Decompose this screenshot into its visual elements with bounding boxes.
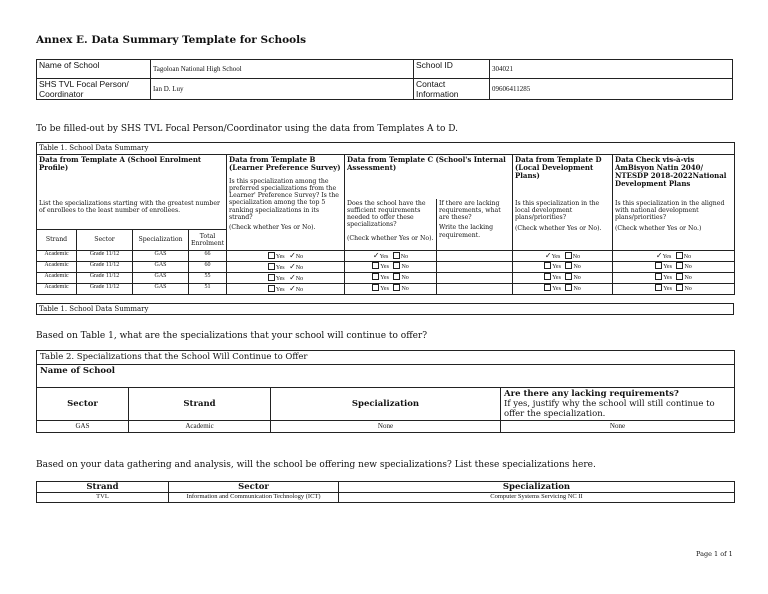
table2-row-specialization: None [271, 421, 501, 433]
checkbox-icon [372, 273, 379, 280]
check-icon: ✓ [544, 251, 552, 260]
row-sector: Grade 11/12 [77, 272, 133, 283]
row-specialization: GAS [133, 272, 189, 283]
col-sector: Sector [77, 230, 133, 251]
table2-col-lacking-desc: If yes, justify why the school will still continue to offer the specialization. [504, 399, 715, 419]
yes-label: Yes [275, 254, 285, 260]
school-info-table [36, 59, 733, 100]
col-specialization: Specialization [133, 230, 189, 251]
checkbox-icon [544, 262, 551, 269]
yes-label: Yes [552, 285, 561, 292]
no-label: No [295, 254, 304, 260]
table3-row-strand: TVL [37, 493, 169, 503]
checkbox-icon [676, 273, 683, 280]
row-template-b-check [227, 272, 345, 283]
checkbox-icon [268, 285, 275, 292]
table2-row-sector: GAS [37, 421, 129, 433]
checkbox-icon [655, 284, 662, 291]
checkbox-icon [393, 252, 400, 259]
row-strand: Academic [37, 251, 77, 262]
table3-col-strand: Strand [37, 482, 169, 493]
checkbox-icon [393, 273, 400, 280]
row-template-c-check [345, 283, 437, 294]
table1-row [37, 261, 735, 272]
table1-caption-bottom: Table 1. School Data Summary [36, 303, 734, 315]
no-label: No [401, 285, 409, 292]
table1-caption: Table 1. School Data Summary [37, 143, 735, 155]
check-icon: ✓ [655, 251, 663, 260]
question-new: Based on your data gathering and analysis, will the school be offering new specializations? List these specializations here. [36, 460, 596, 470]
continue-specializations-table [36, 350, 735, 433]
template-c-instr1: (Check whether Yes or No). [347, 234, 434, 242]
table3-col-sector: Sector [169, 482, 339, 493]
row-template-b-check [227, 283, 345, 294]
row-template-b-check [227, 261, 345, 272]
row-specialization: GAS [133, 283, 189, 294]
yes-label: Yes [275, 264, 285, 271]
template-a-desc: List the specializations starting with the greatest number of enrollees to the least number of enrollees. [37, 199, 227, 230]
school-id-label: School ID [414, 60, 490, 79]
question-continue: Based on Table 1, what are the specializations that your school will continue to offer? [36, 331, 428, 341]
focal-person-value: Ian D. Luy [151, 79, 414, 100]
page-number: Page 1 of 1 [696, 550, 733, 558]
row-template-c-lacking [437, 272, 513, 283]
no-label: No [295, 264, 304, 271]
focal-person-label: SHS TVL Focal Person/ Coordinator [37, 79, 151, 100]
template-d-instr: (Check whether Yes or No). [515, 225, 602, 233]
template-c-header: Data from Template C (School's Internal Assessment) [345, 155, 513, 200]
row-template-c-lacking [437, 251, 513, 262]
table3-col-specialization: Specialization [339, 482, 735, 493]
checkbox-icon [544, 273, 551, 280]
checkbox-icon [565, 273, 572, 280]
template-b-instr: (Check whether Yes or No). [229, 223, 316, 231]
no-label: No [573, 274, 581, 281]
no-label: No [684, 285, 692, 292]
row-total: 51 [189, 283, 227, 294]
checkbox-icon [268, 263, 275, 270]
check-icon: ✓ [289, 261, 296, 271]
template-c-instr2: Write the lacking requirement. [439, 224, 494, 239]
checkbox-icon [268, 274, 275, 281]
table1-row [37, 251, 735, 262]
data-check-instr: (Check whether Yes or No.) [615, 225, 702, 233]
row-specialization: GAS [133, 261, 189, 272]
checkbox-icon [393, 284, 400, 291]
row-template-d-check [513, 251, 613, 262]
checkbox-icon [372, 284, 379, 291]
row-data-check [613, 261, 735, 272]
contact-value: 09606411285 [490, 79, 733, 100]
no-label: No [684, 263, 692, 270]
yes-label: Yes [380, 263, 389, 270]
table2-col-specialization: Specialization [271, 388, 501, 421]
row-data-check [613, 272, 735, 283]
table1-row [37, 272, 735, 283]
row-template-c-lacking [437, 261, 513, 272]
checkbox-icon [268, 252, 275, 259]
no-label: No [684, 274, 692, 281]
row-template-d-check [513, 261, 613, 272]
no-label: No [573, 263, 581, 270]
instruction-text: To be filled-out by SHS TVL Focal Person/Coordinator using the data from Templates A to D. [36, 124, 459, 134]
row-strand: Academic [37, 283, 77, 294]
no-label: No [401, 263, 409, 270]
row-total: 55 [189, 272, 227, 283]
yes-label: Yes [379, 254, 389, 260]
name-of-school-value: Tagoloan National High School [151, 60, 414, 79]
data-check-desc: Is this specialization in the aligned with national development plans/priorities? [615, 200, 725, 222]
checkbox-icon [676, 262, 683, 269]
row-template-d-check [513, 272, 613, 283]
template-c-desc2: If there are lacking requirements, what are these? [439, 200, 501, 222]
yes-label: Yes [663, 285, 672, 292]
template-d-desc: Is this specialization in the local development plans/priorities? [515, 200, 600, 222]
checkbox-icon [565, 262, 572, 269]
contact-label: Contact Information [414, 79, 490, 100]
table2-row-lacking: None [501, 421, 735, 433]
template-b-header: Data from Template B (Learner Preference Survey) [229, 155, 341, 173]
no-label: No [400, 254, 409, 260]
new-specializations-table [36, 481, 735, 503]
row-sector: Grade 11/12 [77, 261, 133, 272]
no-label: No [683, 254, 692, 260]
yes-label: Yes [552, 263, 561, 270]
name-of-school-label: Name of School [37, 60, 151, 79]
checkbox-icon [676, 252, 683, 259]
row-total: 60 [189, 261, 227, 272]
table2-caption: Table 2. Specializations that the School Will Continue to Offer [37, 351, 735, 365]
table1-row [37, 283, 735, 294]
row-sector: Grade 11/12 [77, 251, 133, 262]
col-strand: Strand [37, 230, 77, 251]
col-total-enrolment: Total Enrolment [189, 230, 227, 251]
table2-col-sector: Sector [37, 388, 129, 421]
table2-row-strand: Academic [129, 421, 271, 433]
yes-label: Yes [662, 254, 672, 260]
data-check-header: Data Check vis-à-vis AmBisyon Natin 2040/ NTESDP 2018-2022National Development Plans [613, 155, 735, 200]
yes-label: Yes [663, 274, 672, 281]
no-label: No [572, 254, 581, 260]
checkbox-icon [676, 284, 683, 291]
checkbox-icon [372, 262, 379, 269]
template-c-desc1: Does the school have the sufficient requirements needed to offer these specializations? [347, 200, 426, 229]
row-data-check [613, 251, 735, 262]
check-icon: ✓ [289, 251, 296, 260]
row-strand: Academic [37, 261, 77, 272]
table2-name-label: Name of School [37, 365, 735, 388]
yes-label: Yes [663, 263, 672, 270]
checkbox-icon [565, 252, 572, 259]
checkbox-icon [655, 262, 662, 269]
checkbox-icon [544, 284, 551, 291]
school-id-value: 304021 [490, 60, 733, 79]
row-sector: Grade 11/12 [77, 283, 133, 294]
no-label: No [573, 285, 581, 292]
checkbox-icon [393, 262, 400, 269]
row-template-c-check [345, 251, 437, 262]
school-data-summary-table [36, 142, 735, 295]
row-strand: Academic [37, 272, 77, 283]
row-data-check [613, 283, 735, 294]
document-title: Annex E. Data Summary Template for Schools [36, 34, 307, 46]
no-label: No [401, 274, 409, 281]
check-icon: ✓ [372, 251, 380, 260]
template-b-desc: Is this specialization among the preferred specializations from the Learner' Preference Survey? Is the specialization among the top 5 ranking specializations in its strand? [229, 178, 339, 221]
yes-label: Yes [380, 285, 389, 292]
yes-label: Yes [551, 254, 561, 260]
row-total: 66 [189, 251, 227, 262]
yes-label: Yes [380, 274, 389, 281]
row-template-c-lacking [437, 283, 513, 294]
check-icon: ✓ [289, 283, 296, 293]
table3-row-sector: Information and Communication Technology (ICT) [169, 493, 339, 503]
template-d-header: Data from Template D (Local Development Plans) [513, 155, 613, 200]
yes-label: Yes [552, 274, 561, 281]
table2-col-lacking-title: Are there any lacking requirements? [504, 389, 679, 399]
checkbox-icon [655, 273, 662, 280]
check-icon: ✓ [289, 272, 296, 282]
row-template-b-check [227, 251, 345, 262]
row-template-c-check [345, 261, 437, 272]
template-a-header: Data from Template A (School Enrolment Profile) [37, 155, 227, 200]
yes-label: Yes [275, 286, 285, 293]
yes-label: Yes [275, 275, 285, 282]
row-specialization: GAS [133, 251, 189, 262]
no-label: No [295, 286, 304, 293]
checkbox-icon [565, 284, 572, 291]
row-template-c-check [345, 272, 437, 283]
table3-row-specialization: Computer Systems Servicing NC II [339, 493, 735, 503]
no-label: No [295, 275, 304, 282]
table2-col-strand: Strand [129, 388, 271, 421]
row-template-d-check [513, 283, 613, 294]
